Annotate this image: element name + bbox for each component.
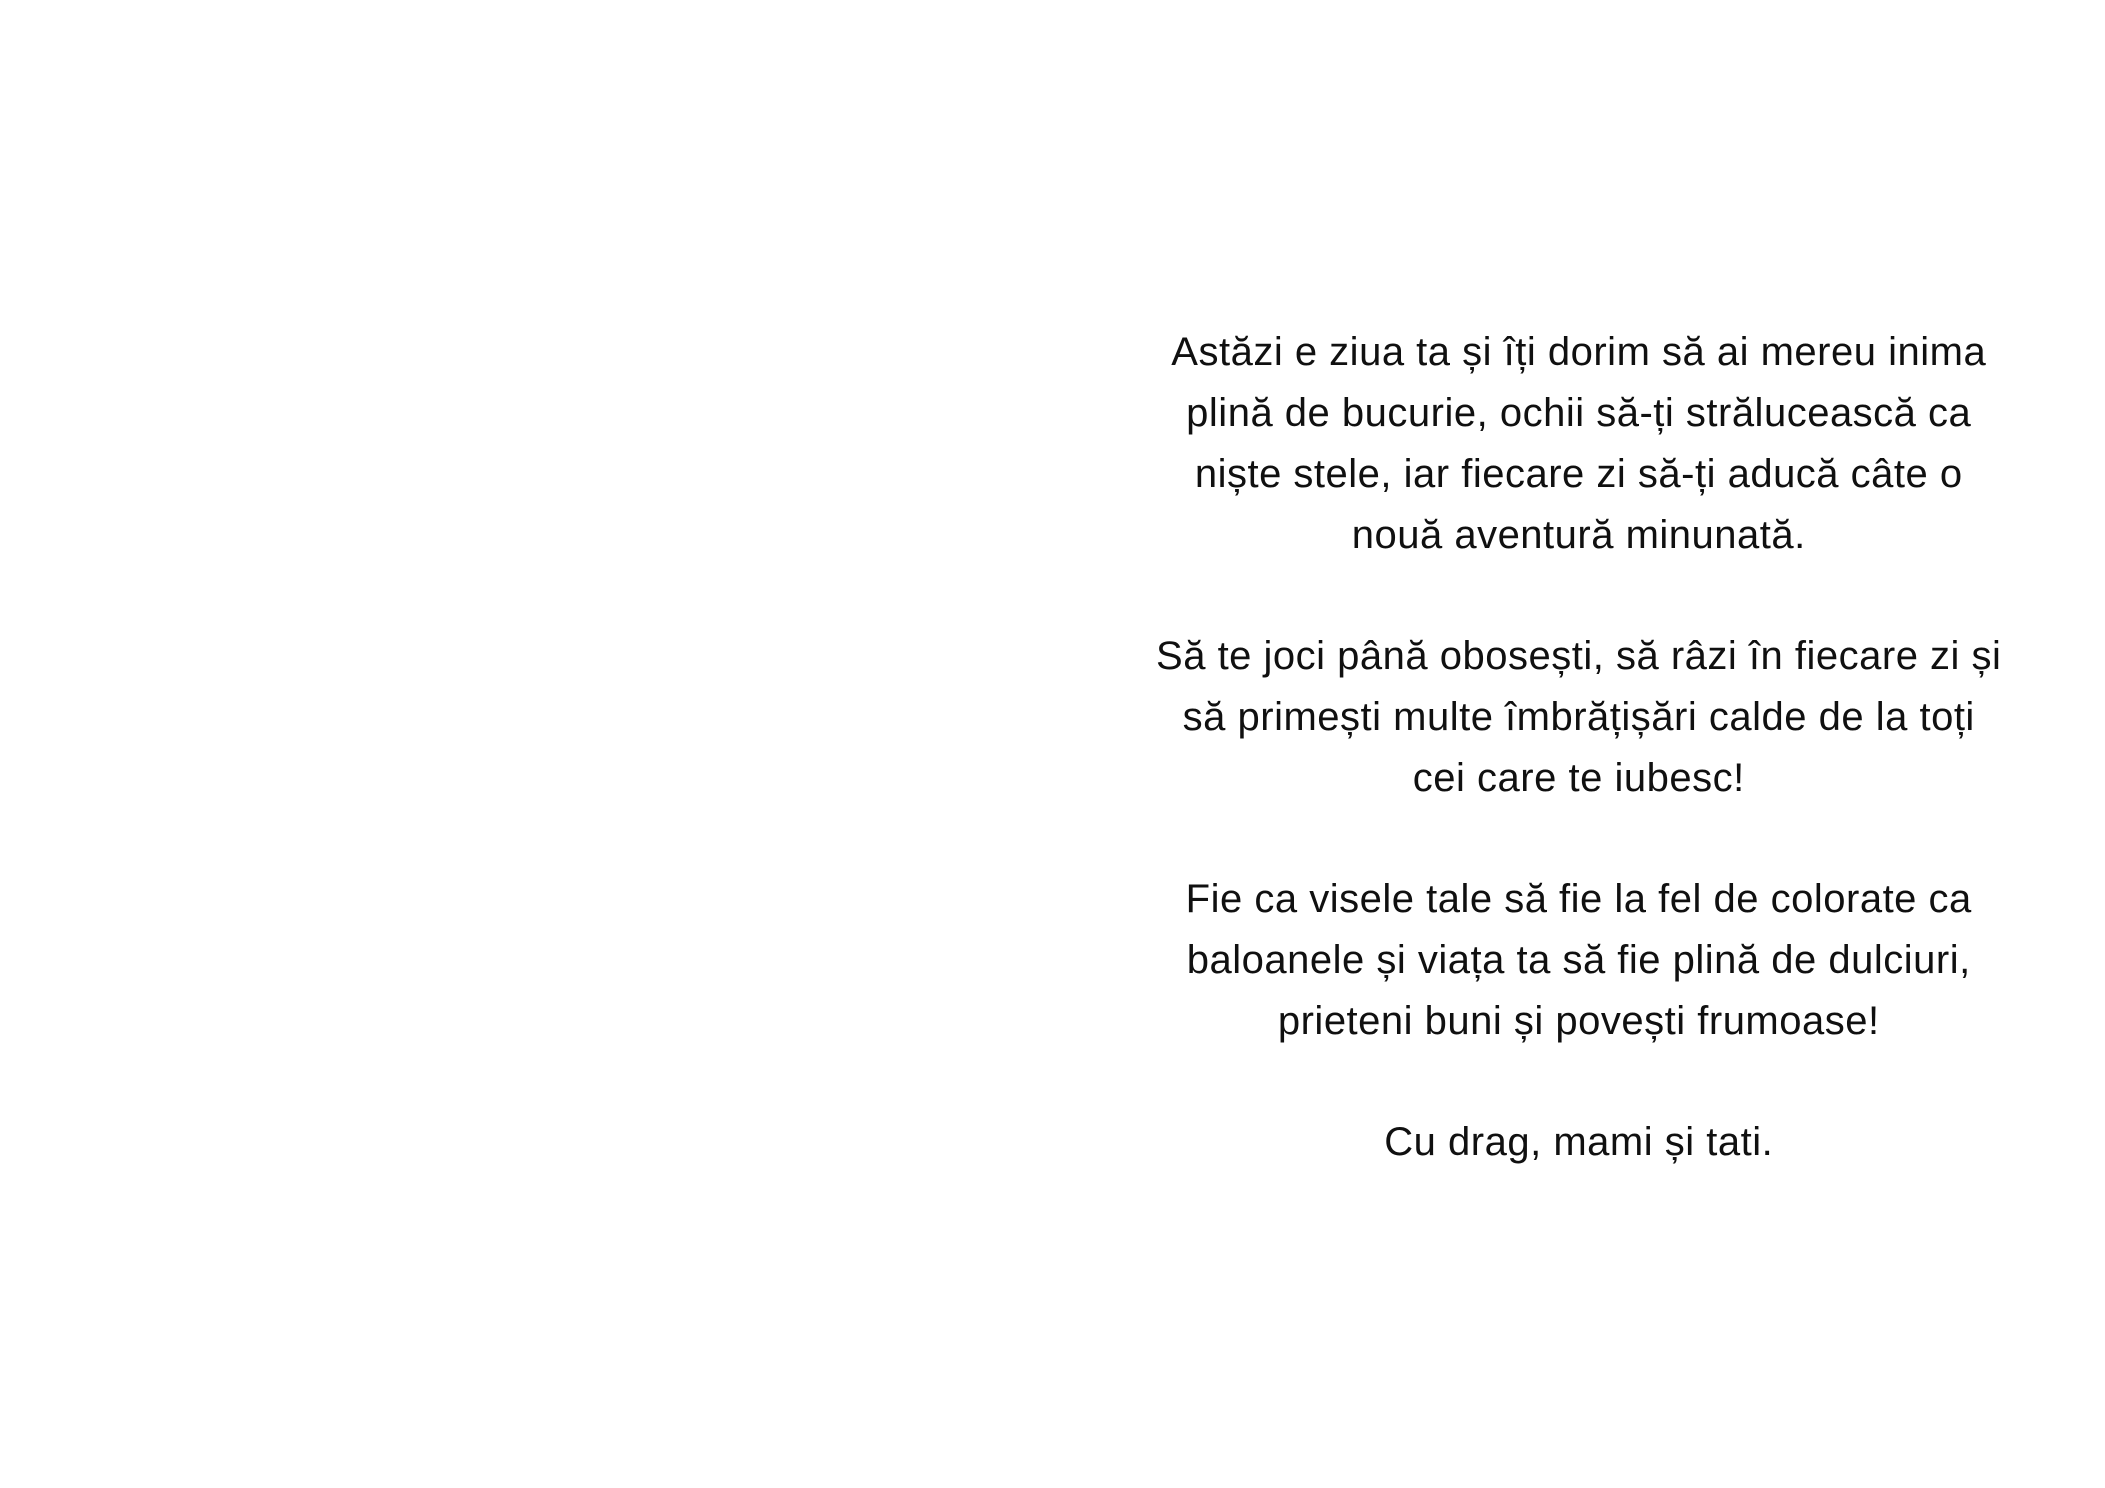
message-line: niște stele, iar fiecare zi să-ți aducă câte o — [1194, 452, 1963, 496]
birthday-message — [1156, 322, 2001, 1488]
message-line: nouă aventură minunată. — [1351, 513, 1806, 557]
signature-line: Cu drag, mami și tati. — [1384, 1120, 1774, 1164]
message-line: să primești multe îmbrățișări calde de la toți — [1182, 695, 1975, 739]
card-page-right — [1053, 0, 2105, 1488]
message-signature — [1156, 1112, 2001, 1173]
message-paragraph-3 — [1156, 869, 2001, 1052]
message-line: baloanele și viața ta să fie plină de dulciuri, — [1186, 938, 1971, 982]
message-paragraph-1 — [1156, 322, 2001, 566]
message-line: plină de bucurie, ochii să-ți strălucească ca — [1186, 391, 1972, 435]
message-line: Fie ca visele tale să fie la fel de colorate ca — [1185, 877, 1972, 921]
message-line: cei care te iubesc! — [1412, 756, 1745, 800]
message-paragraph-2 — [1156, 626, 2001, 809]
message-line: Să te joci până obosești, să râzi în fiecare zi și — [1156, 634, 2002, 678]
message-line: prieteni buni și povești frumoase! — [1277, 999, 1880, 1043]
message-line: Astăzi e ziua ta și îți dorim să ai mereu inima — [1171, 330, 1987, 374]
